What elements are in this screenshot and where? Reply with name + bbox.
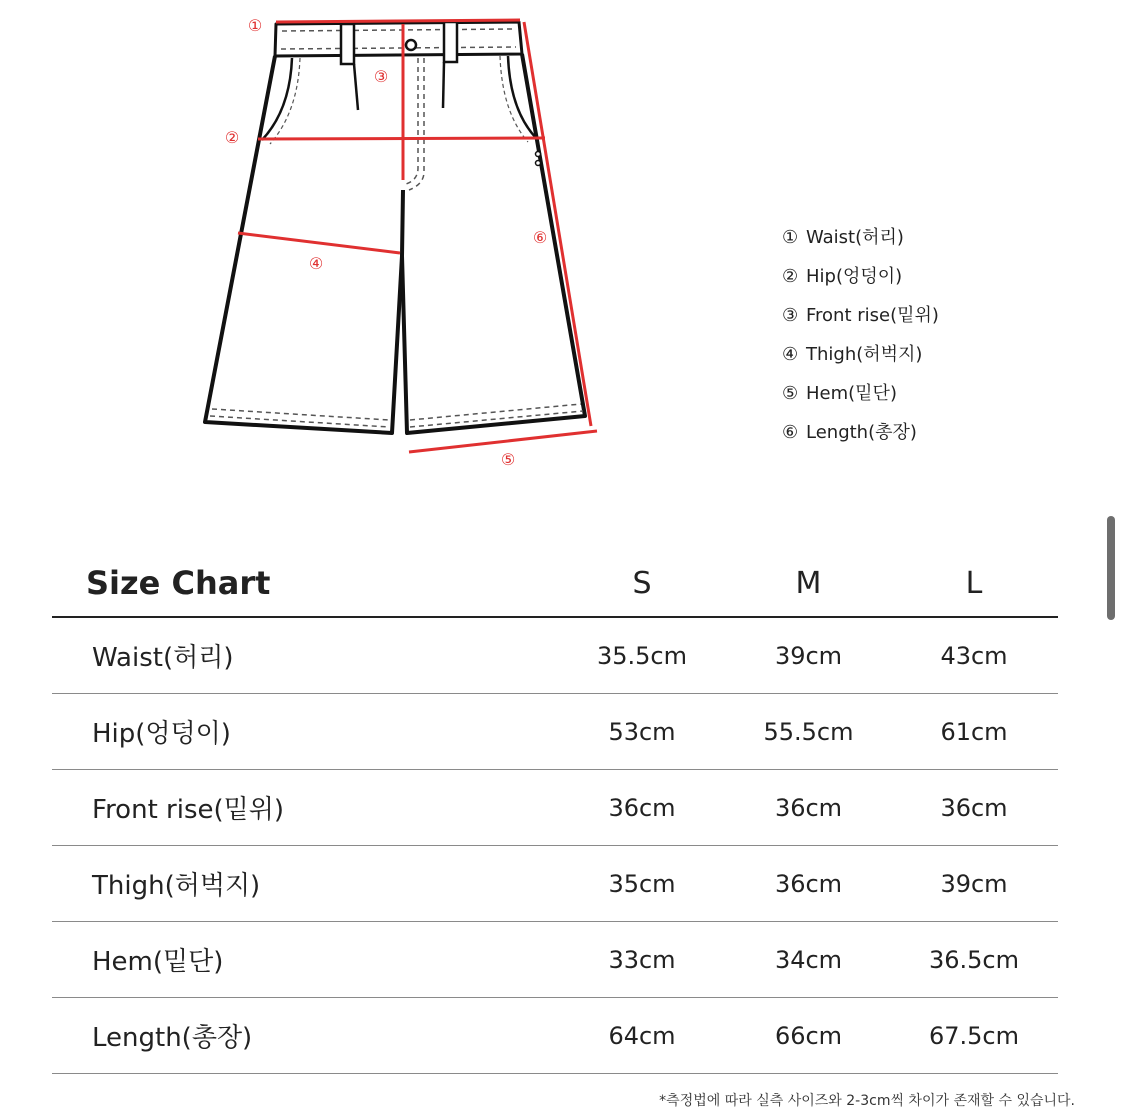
row-label: Front rise(밑위): [52, 770, 557, 846]
cell-value: 64cm: [557, 998, 727, 1074]
shorts-measurement-diagram: [190, 10, 630, 480]
cell-value: 39cm: [727, 617, 890, 694]
legend-label: Length(총장): [806, 422, 917, 443]
cell-value: 67.5cm: [890, 998, 1058, 1074]
legend-number: ⑤: [782, 383, 799, 404]
marker-1: ①: [247, 16, 263, 35]
table-row: [52, 846, 1058, 922]
legend-number: ⑥: [782, 422, 799, 443]
marker-6: ⑥: [532, 228, 548, 247]
cell-value: 43cm: [890, 617, 1058, 694]
table-row: [52, 998, 1058, 1074]
legend-label: Thigh(허벅지): [806, 344, 923, 365]
legend-item-hip: [782, 263, 1022, 302]
legend-label: Hem(밑단): [806, 383, 897, 404]
waist-button: [406, 40, 416, 50]
table-row: [52, 770, 1058, 846]
measurement-footnote: *측정법에 따라 실측 사이즈와 2-3cm씩 차이가 존재할 수 있습니다.: [659, 1093, 1075, 1109]
table-row: [52, 694, 1058, 770]
cell-value: 61cm: [890, 694, 1058, 770]
cell-value: 33cm: [557, 922, 727, 998]
marker-3: ③: [373, 67, 389, 86]
table-row: [52, 617, 1058, 694]
legend-label: Hip(엉덩이): [806, 266, 903, 287]
marker-2: ②: [224, 128, 240, 147]
size-chart-header-row: [52, 550, 1058, 617]
size-header-m: M: [727, 550, 890, 617]
row-label: Hip(엉덩이): [52, 694, 557, 770]
fly-stitch: [406, 58, 418, 184]
legend-item-hem: [782, 380, 1022, 419]
cell-value: 36cm: [727, 770, 890, 846]
pleat-right: [443, 62, 444, 108]
row-label: Thigh(허벅지): [52, 846, 557, 922]
table-row: [52, 922, 1058, 998]
size-header-s: S: [557, 550, 727, 617]
cell-value: 36cm: [890, 770, 1058, 846]
measure-line-length: [524, 22, 591, 426]
rivet-bottom: [536, 161, 541, 166]
left-leg-outline: [205, 56, 403, 433]
cell-value: 66cm: [727, 998, 890, 1074]
size-header-l: L: [890, 550, 1058, 617]
rivet-top: [536, 152, 541, 157]
legend-item-thigh: [782, 341, 1022, 380]
row-label: Waist(허리): [52, 617, 557, 694]
legend-label: Waist(허리): [806, 227, 904, 248]
pleat-left: [354, 64, 358, 110]
size-chart-title: Size Chart: [52, 550, 557, 617]
scrollbar-thumb[interactable]: [1107, 516, 1115, 620]
cell-value: 35cm: [557, 846, 727, 922]
cell-value: 53cm: [557, 694, 727, 770]
legend-number: ①: [782, 227, 799, 248]
cell-value: 36cm: [727, 846, 890, 922]
row-label: Length(총장): [52, 998, 557, 1074]
cell-value: 55.5cm: [727, 694, 890, 770]
legend-number: ③: [782, 305, 799, 326]
marker-5: ⑤: [500, 450, 516, 469]
measure-line-thigh: [238, 233, 400, 253]
legend-label: Front rise(밑위): [806, 305, 939, 326]
legend-item-length: [782, 419, 1022, 458]
fly-stitch-inner: [409, 58, 424, 190]
marker-4: ④: [308, 254, 324, 273]
cell-value: 36.5cm: [890, 922, 1058, 998]
measurement-legend: [782, 224, 1022, 458]
measure-line-waist: [276, 20, 520, 22]
waistband-outline: [275, 22, 522, 56]
legend-item-waist: [782, 224, 1022, 263]
legend-item-front-rise: [782, 302, 1022, 341]
legend-number: ②: [782, 266, 799, 287]
size-chart-table: [52, 550, 1058, 1074]
cell-value: 39cm: [890, 846, 1058, 922]
belt-loop-right: [444, 22, 457, 62]
right-leg-outline: [402, 54, 585, 433]
cell-value: 35.5cm: [557, 617, 727, 694]
legend-number: ④: [782, 344, 799, 365]
belt-loop-left: [341, 24, 354, 64]
measure-line-hem: [409, 431, 597, 452]
row-label: Hem(밑단): [52, 922, 557, 998]
cell-value: 34cm: [727, 922, 890, 998]
cell-value: 36cm: [557, 770, 727, 846]
